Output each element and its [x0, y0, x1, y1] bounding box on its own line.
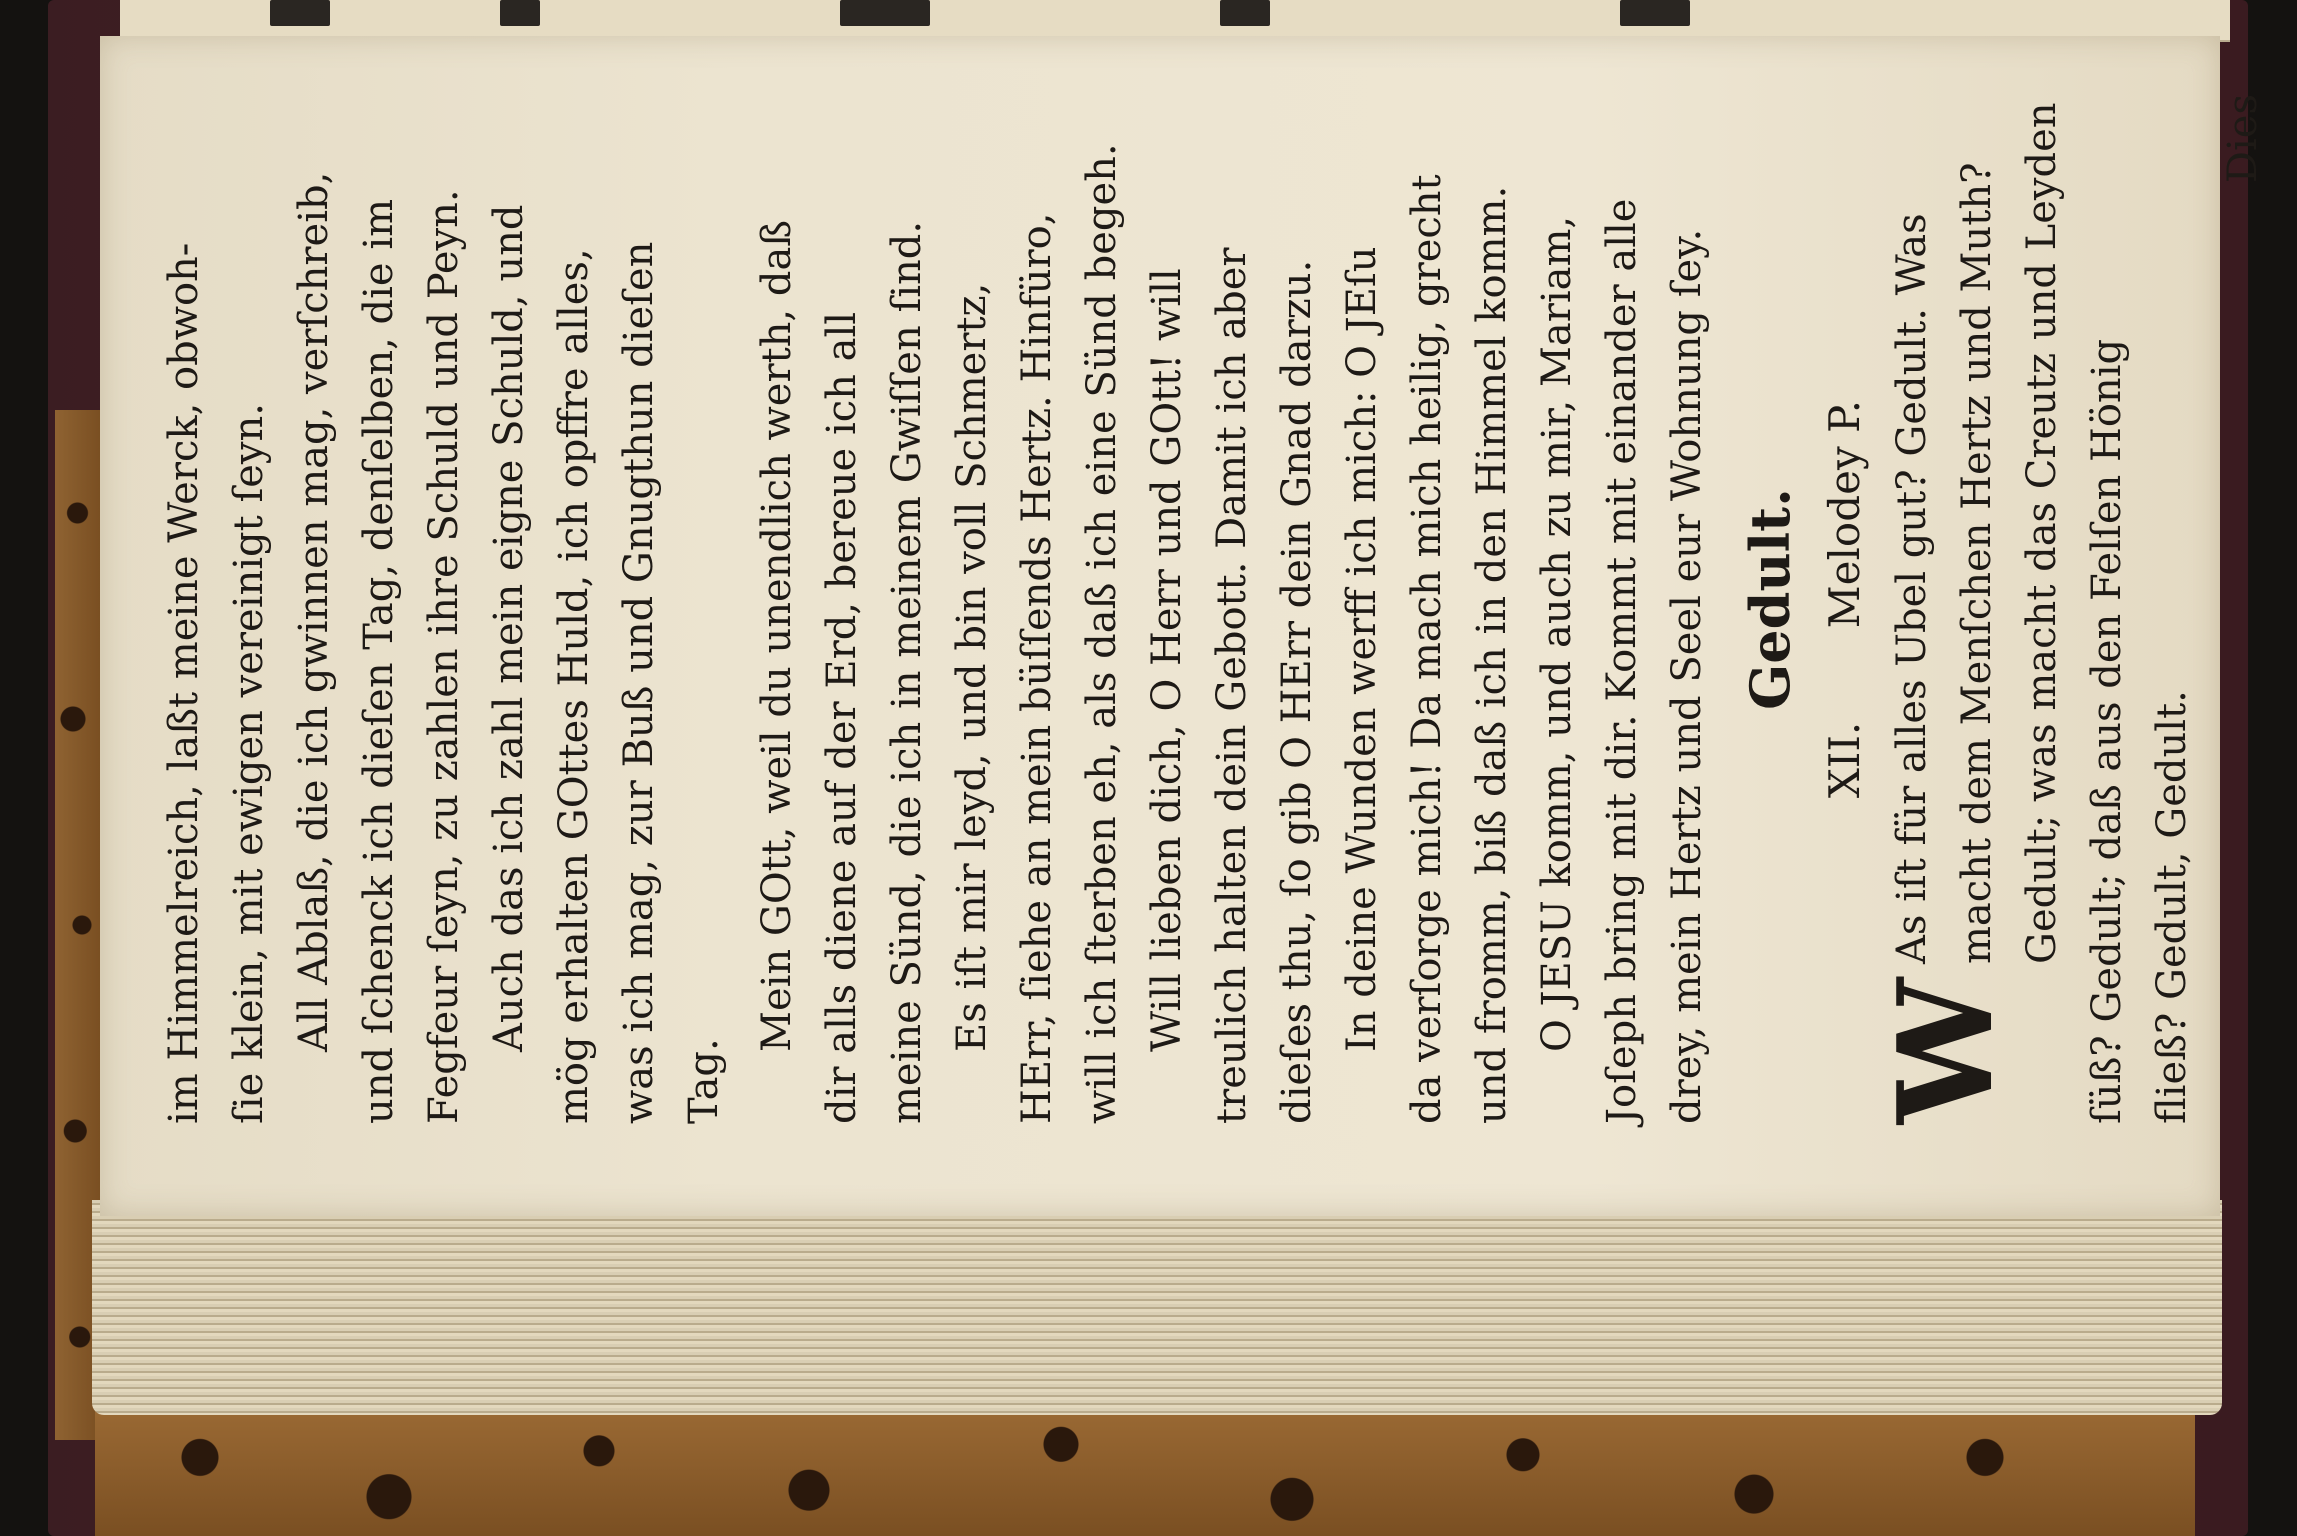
- text-line: Joſeph bring mit dir. Kommt mit einander alle: [1599, 198, 1645, 1124]
- hymn-line: Gedult; was macht das Creutz und Leyden: [2019, 102, 2065, 964]
- melody-label: Melodey P.: [1820, 399, 1869, 629]
- prayer-block-middle: [745, 74, 1720, 1124]
- text-line: im Himmelreich, laßt meine Werck, obwoh-: [161, 242, 207, 1124]
- page-edges: [92, 1200, 2222, 1415]
- text-line: O JESU komm, und auch zu mir, Mariam,: [1534, 215, 1580, 1052]
- catchword: Dies: [2220, 94, 2266, 184]
- text-line: Will lieben dich, O Herr und GOtt! will: [1144, 268, 1190, 1052]
- text-line: In deine Wunden werff ich mich: O JEſu: [1339, 246, 1385, 1052]
- text-line: und fromm, biß daß ich in den Himmel komm.: [1469, 185, 1515, 1124]
- cut-off-text: [1620, 0, 1690, 26]
- text-line: mög erhalten GOttes Huld, ich opffre alles,: [551, 248, 597, 1124]
- book-page: [100, 36, 2266, 1216]
- cut-off-text: [840, 0, 930, 26]
- text-line: Fegfeur ſeyn, zu zahlen ihre Schuld und Peyn.: [421, 189, 467, 1124]
- text-line: treulich halten dein Gebott. Damit ich aber: [1209, 247, 1255, 1124]
- hymn-number: XII.: [1820, 721, 1869, 799]
- hymn-line: As iſt für alles Ubel gut? Gedult. Was: [1889, 213, 1935, 964]
- text-line: Tag.: [681, 1038, 727, 1124]
- hymn-text: [1869, 74, 2205, 1124]
- text-line: drey, mein Hertz und Seel eur Wohnung ſey.: [1664, 228, 1710, 1124]
- drop-cap: W: [1869, 978, 2022, 1124]
- text-line: Mein GOtt, weil du unendlich werth, daß: [754, 219, 800, 1052]
- hymn-number-line: [1810, 74, 1880, 1124]
- text-line: dir alls diene auf der Erd, bereue ich all: [819, 311, 865, 1124]
- cut-off-text: [270, 0, 330, 26]
- cut-off-text: [1220, 0, 1270, 26]
- marbled-edge-bottom: [95, 1405, 2195, 1536]
- text-line: Es iſt mir leyd, und bin voll Schmertz,: [949, 282, 995, 1052]
- hymn-line: macht dem Menſchen Hertz und Muth?: [1954, 162, 2000, 964]
- text-line: All Ablaß, die ich gwinnen mag, verſchreib,: [291, 171, 337, 1052]
- hymn-line: ſüß? Gedult; daß aus den Felſen Hönig: [2084, 338, 2130, 1124]
- text-line: da verſorge mich! Da mach mich heilig, grecht: [1404, 174, 1450, 1124]
- section-heading: Gedult.: [1738, 488, 1802, 710]
- text-line: und ſchenck ich dieſen Tag, denſelben, die im: [356, 198, 402, 1124]
- text-line: Auch das ich zahl mein eigne Schuld, und: [486, 204, 532, 1052]
- page-text-rotated: [152, 74, 2266, 1124]
- text-line: ſie klein, mit ewigen vereinigt ſeyn.: [226, 403, 272, 1124]
- text-line: meine Sünd, die ich in meinem Gwiſſen ſind.: [884, 220, 930, 1124]
- cut-off-text: [500, 0, 540, 26]
- text-line: was ich mag, zur Buß und Gnugthun dieſen: [616, 241, 662, 1124]
- text-line: dieſes thu, ſo gib O HErr dein Gnad darzu.: [1274, 259, 1320, 1124]
- prayer-block-upper: [152, 74, 737, 1124]
- hymn-line: fließ? Gedult, Gedult.: [2149, 690, 2195, 1124]
- text-line: will ich ſterben eh, als daß ich eine Sünd begeh.: [1079, 143, 1125, 1124]
- text-line: HErr, ſiehe an mein büſſends Hertz. Hinfüro,: [1014, 212, 1060, 1124]
